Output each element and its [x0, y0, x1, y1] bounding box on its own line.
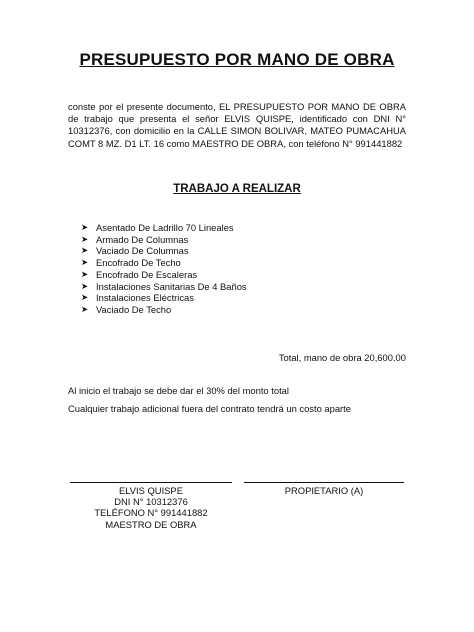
owner-role: PROPIETARIO (A) [284, 485, 364, 496]
list-item [81, 304, 247, 316]
signature-block-owner [242, 470, 406, 496]
contractor-role: MAESTRO DE OBRA [105, 518, 197, 530]
task-list [81, 222, 247, 316]
list-item [81, 281, 247, 293]
arrowhead-right-icon: ➤ [81, 280, 89, 291]
arrowhead-right-icon: ➤ [81, 245, 89, 256]
task-label: Instalaciones Sanitarias De 4 Baños [96, 280, 247, 292]
arrowhead-right-icon: ➤ [81, 233, 89, 244]
signature-line [70, 470, 232, 483]
arrowhead-right-icon: ➤ [81, 222, 89, 232]
task-label: Vaciado De Columnas [96, 245, 189, 257]
arrowhead-right-icon: ➤ [81, 303, 89, 314]
contractor-dni: DNI N° 10312376 [114, 496, 188, 508]
list-item [81, 245, 247, 257]
intro-paragraph: conste por el presente documento, EL PRESUPUESTO POR MANO DE OBRA de trabajo que presenta el señor ELVIS QUISPE, identificado con DNI N° 10312376, con domicilio en la CALLE SIMON BOLIVAR, MATEO PUMACAHUA COMT 8 MZ. D1 LT. 16 como MAESTRO DE OBRA, con teléfono N° 991441882 [68, 101, 406, 149]
arrowhead-right-icon: ➤ [81, 268, 89, 279]
task-label: Encofrado De Escaleras [96, 268, 198, 280]
signature-block-contractor [68, 470, 234, 530]
list-item [81, 222, 247, 234]
list-item [81, 269, 247, 281]
list-item [81, 257, 247, 269]
arrowhead-right-icon: ➤ [81, 257, 89, 268]
task-label: Vaciado De Techo [96, 303, 172, 315]
section-title: TRABAJO A REALIZAR [173, 183, 301, 195]
contractor-phone: TELÉFONO N° 991441882 [94, 507, 208, 519]
total-amount: Total, mano de obra 20,600.00 [278, 352, 406, 363]
arrowhead-right-icon: ➤ [81, 292, 89, 303]
contractor-name: ELVIS QUISPE [119, 485, 183, 496]
additional-work-note: Cualquier trabajo adicional fuera del contrato tendrá un costo aparte [68, 403, 351, 414]
task-label: Instalaciones Eléctricas [96, 292, 194, 304]
task-label: Encofrado De Techo [96, 257, 181, 269]
list-item [81, 292, 247, 304]
signature-line [244, 470, 404, 483]
task-label: Armado De Columnas [96, 233, 189, 245]
list-item [81, 234, 247, 246]
advance-payment-note: Al inicio el trabajo se debe dar el 30% del monto total [68, 385, 289, 396]
task-label: Asentado De Ladrillo 70 Lineales [96, 222, 234, 233]
document-title: PRESUPUESTO POR MANO DE OBRA [79, 50, 395, 69]
